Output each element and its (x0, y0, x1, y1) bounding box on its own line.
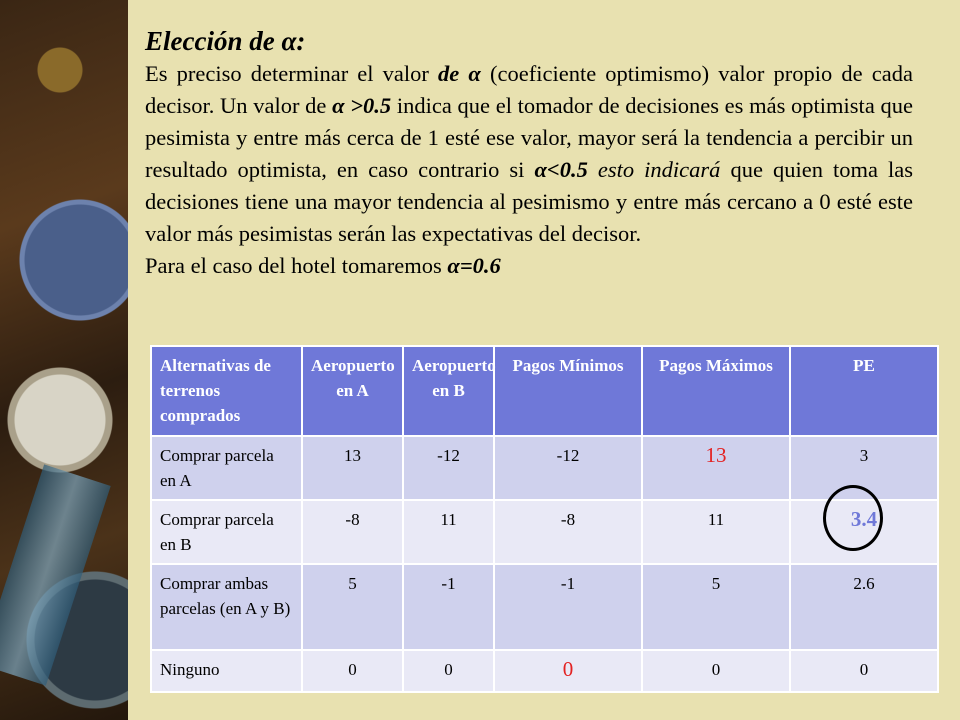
slide-text-block (145, 24, 913, 282)
text-run-bold: α >0.5 (332, 93, 392, 118)
cell-pagos-maximos: 5 (642, 564, 790, 650)
cell-aeropuerto-a: 0 (302, 650, 403, 692)
decorative-medals-image (0, 0, 128, 720)
header-alternativas: Alternativas de terrenos comprados (151, 346, 302, 436)
cell-pagos-minimos: -12 (494, 436, 642, 500)
slide-title: Elección de α: (145, 26, 306, 56)
cell-pe: 0 (790, 650, 938, 692)
header-pagos-maximos: Pagos Máximos (642, 346, 790, 436)
cell-pe: 3 (790, 436, 938, 500)
row-label: Ninguno (151, 650, 302, 692)
text-run: Para el caso del hotel tomaremos (145, 253, 448, 278)
cell-pe: 2.6 (790, 564, 938, 650)
table-row (151, 564, 938, 650)
cell-pagos-minimos: -1 (494, 564, 642, 650)
cell-aeropuerto-b: -1 (403, 564, 494, 650)
header-aeropuerto-b: Aeropuerto en B (403, 346, 494, 436)
cell-aeropuerto-a: 5 (302, 564, 403, 650)
cell-pagos-maximos (642, 436, 790, 500)
min-highlight-value: 0 (562, 657, 574, 681)
text-run: indica que el tomador de decisiones es más optimista que pesimista y entre más cerca de 1 esté ese valor, mayor será la tendencia a percibir un resultado optimista, en caso contrario si (145, 93, 913, 182)
highlight-circle (823, 485, 883, 551)
cell-aeropuerto-a: -8 (302, 500, 403, 564)
pe-best-value: 3.4 (850, 507, 878, 531)
paragraph-hotel-case (145, 250, 913, 282)
table-row (151, 500, 938, 564)
header-pe: PE (790, 346, 938, 436)
table-row (151, 650, 938, 692)
decision-table (150, 345, 939, 693)
header-pagos-minimos: Pagos Mínimos (494, 346, 642, 436)
paragraph-alpha-explanation (145, 58, 913, 250)
text-run-bold: α=0.6 (447, 253, 501, 278)
cell-pagos-minimos: -8 (494, 500, 642, 564)
text-run: que quien toma las decisiones tiene una mayor tendencia al pesimismo y entre más cercano a 0 esté este valor más pesimistas serán las expectativas del decisor. (145, 157, 913, 246)
text-run: (coeficiente optimismo) valor propio de cada decisor. Un valor de (145, 61, 914, 118)
cell-aeropuerto-b: 11 (403, 500, 494, 564)
ribbon-decoration (0, 464, 111, 685)
text-run: Es preciso determinar el valor (145, 61, 439, 86)
text-run-bold: α<0.5 (534, 157, 588, 182)
table-header-row (151, 346, 938, 436)
row-label: Comprar ambas parcelas (en A y B) (151, 564, 302, 650)
row-label: Comprar parcela en B (151, 500, 302, 564)
header-aeropuerto-a: Aeropuerto en A (302, 346, 403, 436)
cell-pagos-maximos: 11 (642, 500, 790, 564)
table-row (151, 436, 938, 500)
text-run-italic: esto indicará (587, 157, 731, 182)
text-run-bold: de α (438, 61, 481, 86)
cell-aeropuerto-b: -12 (403, 436, 494, 500)
max-highlight-value: 13 (705, 443, 727, 467)
cell-pagos-maximos: 0 (642, 650, 790, 692)
cell-pagos-minimos (494, 650, 642, 692)
cell-aeropuerto-a: 13 (302, 436, 403, 500)
row-label: Comprar parcela en A (151, 436, 302, 500)
cell-aeropuerto-b: 0 (403, 650, 494, 692)
